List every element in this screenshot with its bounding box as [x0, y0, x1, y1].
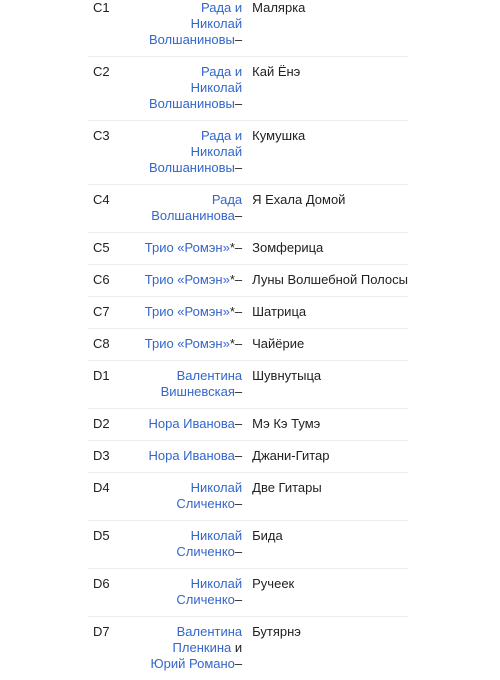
artist-line	[121, 80, 243, 96]
artist-title-separator: –	[235, 656, 242, 671]
track-position: C6	[88, 265, 121, 297]
artist-line	[121, 528, 243, 544]
artist-title-separator: –	[235, 336, 242, 351]
track-row	[88, 233, 408, 265]
track-row	[88, 265, 408, 297]
track-artist-cell	[121, 569, 245, 617]
track-row	[88, 297, 408, 329]
artist-link[interactable]: Сличенко	[176, 544, 234, 559]
track-position: C7	[88, 297, 121, 329]
artist-asterisk: *	[230, 336, 235, 351]
track-title: Малярка	[244, 0, 408, 57]
track-artist-cell	[121, 329, 245, 361]
artist-line	[121, 576, 243, 592]
artist-asterisk: *	[230, 304, 235, 319]
track-position: C5	[88, 233, 121, 265]
artist-link[interactable]: Рада и	[201, 128, 242, 143]
track-artist-cell	[121, 265, 245, 297]
track-artist-cell	[121, 233, 245, 265]
track-title: Шатрица	[244, 297, 408, 329]
track-row	[88, 57, 408, 121]
artist-line	[121, 640, 243, 656]
track-row	[88, 441, 408, 473]
track-position: D6	[88, 569, 121, 617]
track-row	[88, 617, 408, 680]
track-position: D2	[88, 409, 121, 441]
artist-link[interactable]: Юрий Романо	[151, 656, 235, 671]
track-artist-cell	[121, 185, 245, 233]
track-row	[88, 473, 408, 521]
artist-line	[121, 208, 243, 224]
artist-link[interactable]: Валентина	[177, 368, 243, 383]
artist-line	[121, 64, 243, 80]
artist-link[interactable]: Трио «Ромэн»	[145, 304, 230, 319]
track-position: C2	[88, 57, 121, 121]
artist-line	[121, 144, 243, 160]
artist-link[interactable]: Сличенко	[176, 592, 234, 607]
track-artist-cell	[121, 473, 245, 521]
artist-link[interactable]: Волшанинова	[151, 208, 235, 223]
artist-link[interactable]: Трио «Ромэн»	[145, 272, 230, 287]
track-row	[88, 185, 408, 233]
track-position: C3	[88, 121, 121, 185]
track-row	[88, 521, 408, 569]
artist-link[interactable]: Рада и	[201, 0, 242, 15]
artist-title-separator: –	[235, 448, 242, 463]
track-row	[88, 569, 408, 617]
artist-title-separator: –	[235, 592, 242, 607]
artist-link[interactable]: Пленкина	[173, 640, 232, 655]
artist-title-separator: –	[235, 304, 242, 319]
track-title: Бида	[244, 521, 408, 569]
artist-link[interactable]: Николай	[191, 576, 243, 591]
artist-link[interactable]: Волшаниновы	[149, 96, 235, 111]
artist-title-separator: –	[235, 416, 242, 431]
artist-link[interactable]: Волшаниновы	[149, 32, 235, 47]
track-artist-cell	[121, 617, 245, 680]
artist-line	[121, 624, 243, 640]
track-artist-cell	[121, 57, 245, 121]
artist-line	[121, 96, 243, 112]
tracklist-body	[88, 0, 408, 680]
artist-link[interactable]: Трио «Ромэн»	[145, 240, 230, 255]
track-artist-cell	[121, 121, 245, 185]
track-row	[88, 329, 408, 361]
track-title: Кумушка	[244, 121, 408, 185]
track-position: C8	[88, 329, 121, 361]
artist-asterisk: *	[230, 240, 235, 255]
track-row	[88, 0, 408, 57]
track-title: Кай Ёнэ	[244, 57, 408, 121]
track-row	[88, 121, 408, 185]
track-title: Чайёрие	[244, 329, 408, 361]
artist-joiner: и	[235, 640, 242, 655]
artist-title-separator: –	[235, 160, 242, 175]
artist-link[interactable]: Николай	[191, 144, 243, 159]
track-position: D3	[88, 441, 121, 473]
track-artist-cell	[121, 521, 245, 569]
track-title: Луны Волшебной Полосы	[244, 265, 408, 297]
artist-link[interactable]: Рада	[212, 192, 242, 207]
track-title: Мэ Кэ Тумэ	[244, 409, 408, 441]
track-artist-cell	[121, 409, 245, 441]
artist-title-separator: –	[235, 384, 242, 399]
artist-line	[121, 128, 243, 144]
track-title: Шувнутыца	[244, 361, 408, 409]
artist-line	[121, 384, 243, 400]
artist-link[interactable]: Николай	[191, 480, 243, 495]
artist-title-separator: –	[235, 272, 242, 287]
track-title: Бутярнэ	[244, 617, 408, 680]
artist-line	[121, 32, 243, 48]
track-position: C4	[88, 185, 121, 233]
artist-link[interactable]: Трио «Ромэн»	[145, 336, 230, 351]
artist-line	[121, 544, 243, 560]
artist-line	[121, 16, 243, 32]
artist-line	[121, 656, 243, 672]
track-row	[88, 361, 408, 409]
artist-line	[121, 272, 243, 288]
track-position: D7	[88, 617, 121, 680]
artist-link[interactable]: Рада и	[201, 64, 242, 79]
artist-line	[121, 448, 243, 464]
artist-line	[121, 160, 243, 176]
track-artist-cell	[121, 361, 245, 409]
track-position: D5	[88, 521, 121, 569]
artist-link[interactable]: Нора Иванова	[148, 448, 234, 463]
artist-title-separator: –	[235, 496, 242, 511]
artist-link[interactable]: Валентина	[177, 624, 243, 639]
track-position: C1	[88, 0, 121, 57]
artist-link[interactable]: Николай	[191, 16, 243, 31]
track-title: Я Ехала Домой	[244, 185, 408, 233]
artist-line	[121, 592, 243, 608]
artist-line	[121, 368, 243, 384]
artist-title-separator: –	[235, 208, 242, 223]
artist-line	[121, 192, 243, 208]
track-artist-cell	[121, 441, 245, 473]
artist-line	[121, 336, 243, 352]
track-title: Ручеек	[244, 569, 408, 617]
tracklist-table	[88, 0, 408, 680]
artist-asterisk: *	[230, 272, 235, 287]
track-title: Джани-Гитар	[244, 441, 408, 473]
track-artist-cell	[121, 0, 245, 57]
track-position: D4	[88, 473, 121, 521]
track-title: Зомферица	[244, 233, 408, 265]
artist-title-separator: –	[235, 96, 242, 111]
artist-link[interactable]: Нора Иванова	[148, 416, 234, 431]
artist-link[interactable]: Волшаниновы	[149, 160, 235, 175]
artist-line	[121, 416, 243, 432]
artist-title-separator: –	[235, 32, 242, 47]
artist-line	[121, 0, 243, 16]
artist-title-separator: –	[235, 240, 242, 255]
track-row	[88, 409, 408, 441]
artist-link[interactable]: Сличенко	[176, 496, 234, 511]
artist-line	[121, 304, 243, 320]
artist-title-separator: –	[235, 544, 242, 559]
artist-line	[121, 480, 243, 496]
track-artist-cell	[121, 297, 245, 329]
artist-line	[121, 496, 243, 512]
track-title: Две Гитары	[244, 473, 408, 521]
artist-link[interactable]: Николай	[191, 80, 243, 95]
track-position: D1	[88, 361, 121, 409]
artist-link[interactable]: Николай	[191, 528, 243, 543]
artist-link[interactable]: Вишневская	[161, 384, 235, 399]
artist-line	[121, 240, 243, 256]
